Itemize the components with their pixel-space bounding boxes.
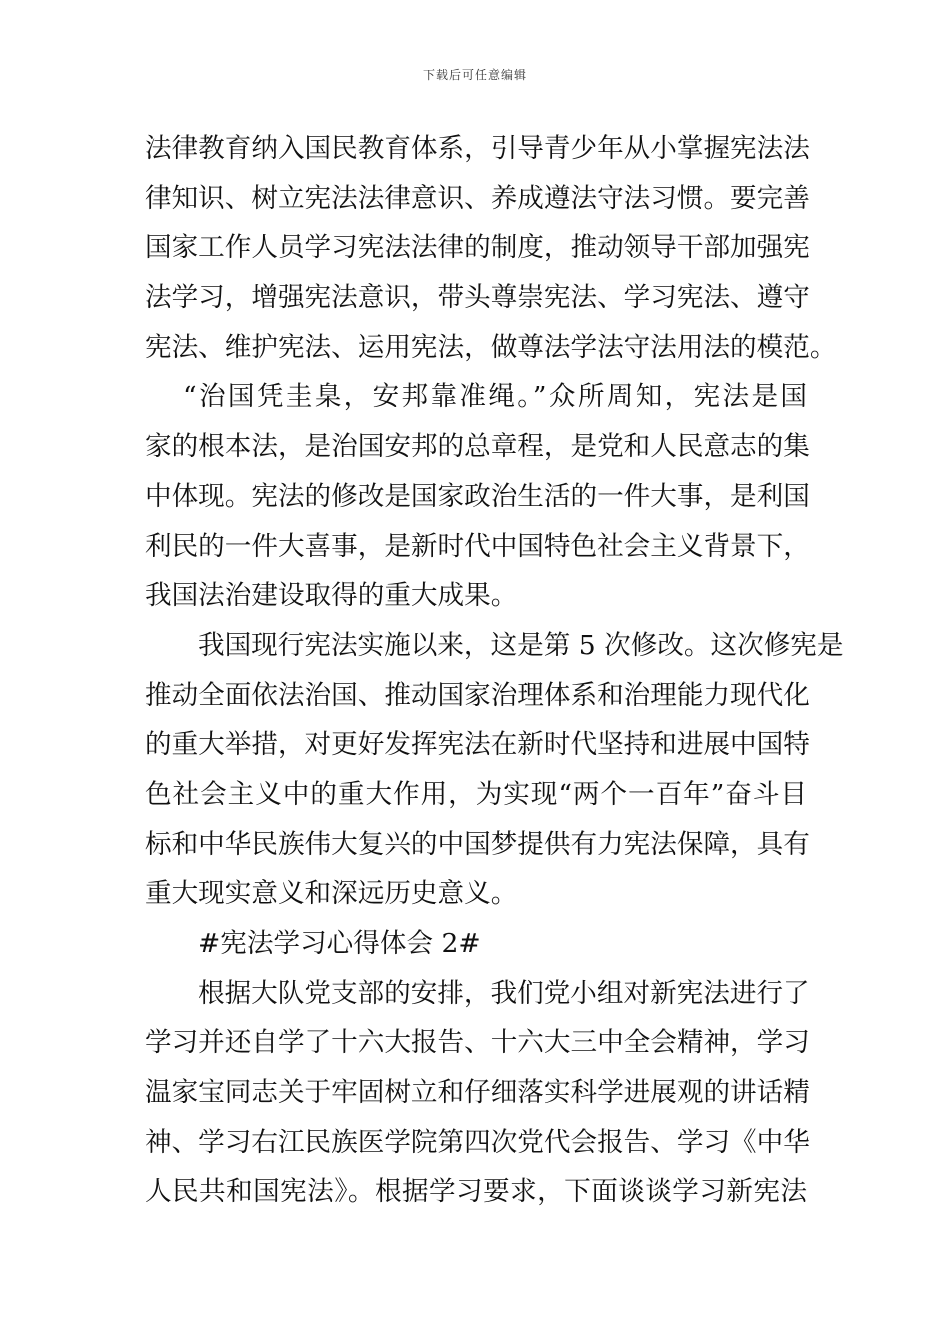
text-line: 利民的一件大喜事，是新时代中国特色社会主义背景下， xyxy=(145,530,810,562)
text-line: 温家宝同志关于牢固树立和仔细落实科学进展观的讲话精 xyxy=(145,1077,810,1109)
text-line: 法学习，增强宪法意识，带头尊崇宪法、学习宪法、遵守 xyxy=(145,282,810,314)
text-line: 推动全面依法治国、推动国家治理体系和治理能力现代化 xyxy=(145,679,810,711)
text-line: 我国法治建设取得的重大成果。 xyxy=(145,580,518,612)
text-line: 色社会主义中的重大作用，为实现“两个一百年”奋斗目 xyxy=(145,778,807,810)
paragraph-start-line: 我国现行宪法实施以来，这是第 5 次修改。这次修宪是 xyxy=(198,629,844,661)
text-line: 宪法、维护宪法、运用宪法，做尊法学法守法用法的模范。 xyxy=(145,331,837,363)
text-line: 标和中华民族伟大复兴的中国梦提供有力宪法保障，具有 xyxy=(145,828,810,860)
text-line: 法律教育纳入国民教育体系，引导青少年从小掌握宪法法 xyxy=(145,133,810,164)
section-heading: #宪法学习心得体会 2# xyxy=(198,928,481,959)
text-line: 国家工作人员学习宪法法律的制度，推动领导干部加强宪 xyxy=(145,232,810,264)
text-line: 学习并还自学了十六大报告、十六大三中全会精神，学习 xyxy=(145,1027,810,1059)
paragraph-start-line: “治国凭圭臬，安邦靠准绳。”众所周知，宪法是国 xyxy=(183,381,807,413)
text-line: 家的根本法，是治国安邦的总章程，是党和人民意志的集 xyxy=(145,431,810,463)
text-line: 神、学习右江民族医学院第四次党代会报告、学习《中华 xyxy=(145,1126,810,1158)
text-line: 重大现实意义和深远历史意义。 xyxy=(145,878,518,910)
text-line: 中体现。宪法的修改是国家政治生活的一件大事，是利国 xyxy=(145,480,810,512)
paragraph-start-line: 根据大队党支部的安排，我们党小组对新宪法进行了 xyxy=(198,977,810,1009)
text-line: 的重大举措，对更好发挥宪法在新时代坚持和进展中国特 xyxy=(145,729,810,761)
text-line: 律知识、树立宪法法律意识、养成遵法守法习惯。要完善 xyxy=(145,182,810,214)
document-body xyxy=(145,124,844,1217)
page-header: 下载后可任意编辑 xyxy=(422,68,527,82)
text-line: 人民共和国宪法》。根据学习要求，下面谈谈学习新宪法 xyxy=(145,1176,807,1208)
